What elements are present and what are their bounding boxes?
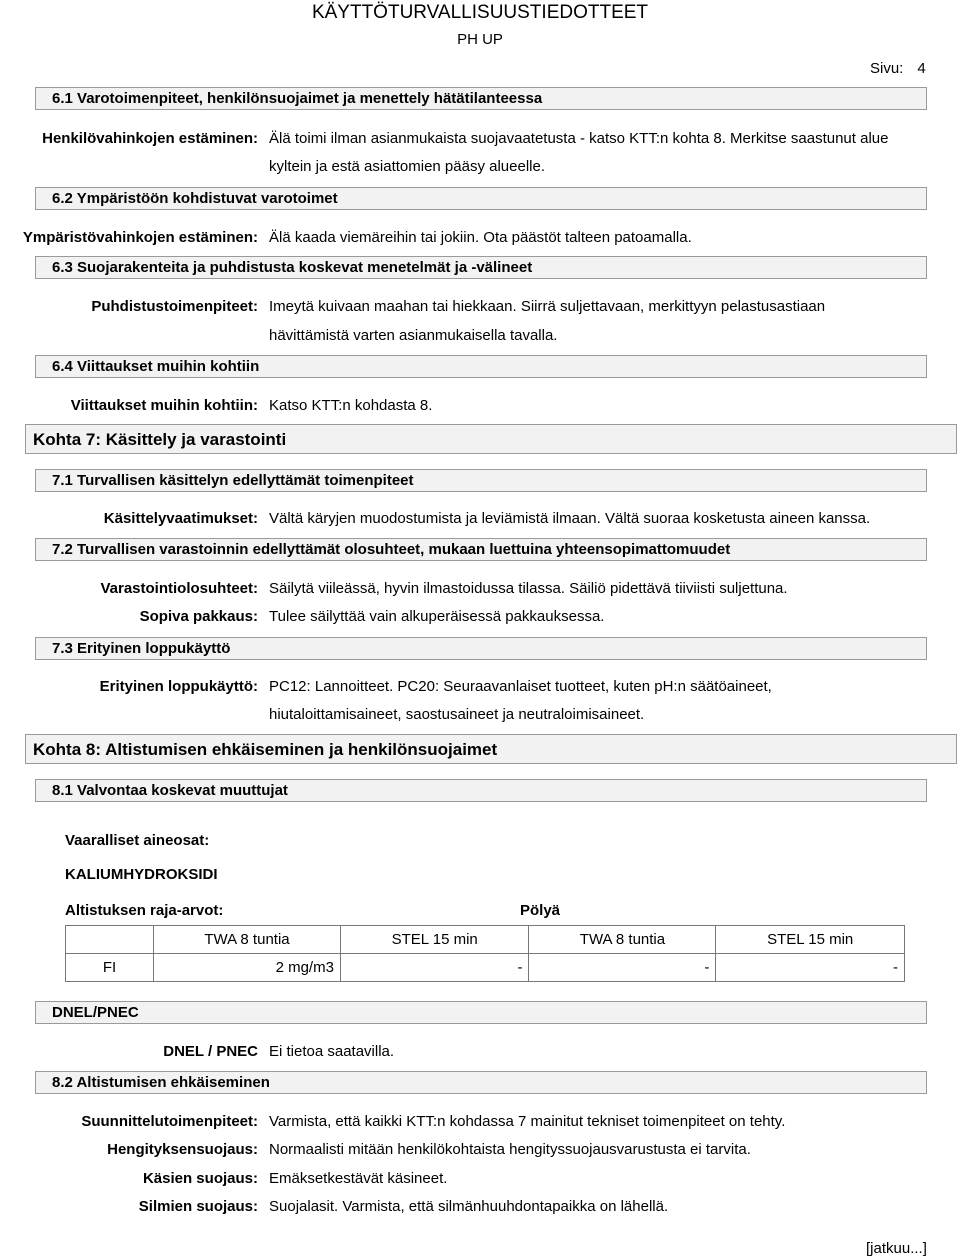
section-7-3-heading	[35, 637, 927, 660]
table-cell: TWA 8 tuntia	[154, 926, 341, 954]
section-heading-text: 6.1 Varotoimenpiteet, henkilönsuojaimet ja menettely hätätilanteessa	[52, 90, 543, 107]
section-8-1-heading	[35, 779, 927, 802]
table-cell: -	[716, 954, 905, 982]
field-label: Käsien suojaus:	[142, 1170, 258, 1187]
field-value: Vältä käryjen muodostumista ja leviämistä ilmaan. Vältä suoraa kosketusta aineen kanssa.	[269, 510, 871, 527]
document-title: KÄYTTÖTURVALLISUUSTIEDOTTEET	[311, 2, 649, 23]
field-value: Normaalisti mitään henkilökohtaista hengityssuojausvarustusta ei tarvita.	[269, 1141, 751, 1158]
page-label: Sivu:	[870, 60, 904, 77]
page-indicator	[870, 60, 926, 77]
table-row	[66, 954, 905, 982]
exposure-limits-table	[65, 925, 905, 982]
table-cell: FI	[66, 954, 154, 982]
chapter-7-heading	[25, 424, 957, 454]
field-label: Erityinen loppukäyttö:	[99, 678, 258, 695]
section-6-2-heading	[35, 187, 927, 210]
field-label: Varastointiolosuhteet:	[100, 580, 258, 597]
page-number: 4	[917, 60, 926, 77]
field-value: PC12: Lannoitteet. PC20: Seuraavanlaiset tuotteet, kuten pH:n säätöaineet,	[269, 678, 772, 695]
section-6-4-heading	[35, 355, 927, 378]
field-value: Varmista, että kaikki KTT:n kohdassa 7 mainitut tekniset toimenpiteet on tehty.	[269, 1113, 786, 1130]
continued-marker: [jatkuu...]	[866, 1240, 927, 1257]
dnel-pnec-heading	[35, 1001, 927, 1024]
table-cell	[66, 926, 154, 954]
field-label: Suunnittelutoimenpiteet:	[81, 1113, 258, 1130]
table-header-row	[66, 926, 905, 954]
section-heading-text: 8.1 Valvontaa koskevat muuttujat	[52, 782, 288, 799]
field-value: Suojalasit. Varmista, että silmänhuuhdontapaikka on lähellä.	[269, 1198, 669, 1215]
section-6-1-heading	[35, 87, 927, 110]
table-cell: -	[529, 954, 716, 982]
table-cell: TWA 8 tuntia	[529, 926, 716, 954]
field-value: Tulee säilyttää vain alkuperäisessä pakkauksessa.	[269, 608, 605, 625]
section-heading-text: 6.3 Suojarakenteita ja puhdistusta koskevat menetelmät ja -välineet	[52, 259, 533, 276]
table-cell: 2 mg/m3	[154, 954, 341, 982]
section-heading-text: 7.3 Erityinen loppukäyttö	[52, 640, 231, 657]
table-cell: STEL 15 min	[340, 926, 529, 954]
field-value: Älä kaada viemäreihin tai jokiin. Ota päästöt talteen patoamalla.	[269, 229, 692, 246]
table-cell: -	[340, 954, 529, 982]
field-label: Sopiva pakkaus:	[139, 608, 258, 625]
section-6-3-heading	[35, 256, 927, 279]
section-7-1-heading	[35, 469, 927, 492]
field-value: hiutaloittamisaineet, saostusaineet ja neutraloimisaineet.	[269, 706, 645, 723]
section-heading-text: DNEL/PNEC	[52, 1004, 139, 1021]
field-value: Älä toimi ilman asianmukaista suojavaatetusta - katso KTT:n kohta 8. Merkitse saastunut alue	[269, 130, 889, 147]
field-label: Silmien suojaus:	[138, 1198, 258, 1215]
hazardous-components-label: Vaaralliset aineosat:	[65, 832, 210, 849]
field-label: DNEL / PNEC	[163, 1043, 258, 1060]
field-value: Imeytä kuivaan maahan tai hiekkaan. Siirrä suljettavaan, merkittyyn pelastusastiaan	[269, 298, 826, 315]
field-value: Säilytä viileässä, hyvin ilmastoidussa tilassa. Säiliö pidettävä tiiviisti suljettuna.	[269, 580, 788, 597]
field-value: kyltein ja estä asiattomien pääsy alueelle.	[269, 158, 545, 175]
exposure-limits-label: Altistuksen raja-arvot:	[65, 902, 224, 919]
field-label: Henkilövahinkojen estäminen:	[42, 130, 258, 147]
section-heading-text: 7.2 Turvallisen varastoinnin edellyttämät olosuhteet, mukaan luettuina yhteensopimattomuudet	[52, 541, 731, 558]
field-value: Katso KTT:n kohdasta 8.	[269, 397, 433, 414]
section-8-2-heading	[35, 1071, 927, 1094]
field-label: Käsittelyvaatimukset:	[103, 510, 258, 527]
section-heading-text: 8.2 Altistumisen ehkäiseminen	[52, 1074, 270, 1091]
field-label: Viittaukset muihin kohtiin:	[70, 397, 258, 414]
field-label: Puhdistustoimenpiteet:	[91, 298, 258, 315]
field-value: Emäksetkestävät käsineet.	[269, 1170, 448, 1187]
chapter-8-heading	[25, 734, 957, 764]
field-label: Hengityksensuojaus:	[107, 1141, 258, 1158]
substance-name: KALIUMHYDROKSIDI	[65, 866, 218, 883]
table-cell: STEL 15 min	[716, 926, 905, 954]
field-value: Ei tietoa saatavilla.	[269, 1043, 395, 1060]
section-heading-text: 6.2 Ympäristöön kohdistuvat varotoimet	[52, 190, 338, 207]
chapter-heading-text: Kohta 8: Altistumisen ehkäiseminen ja henkilönsuojaimet	[33, 740, 498, 759]
section-heading-text: 7.1 Turvallisen käsittelyn edellyttämät toimenpiteet	[52, 472, 414, 489]
chapter-heading-text: Kohta 7: Käsittely ja varastointi	[33, 430, 287, 449]
field-value: hävittämistä varten asianmukaisella tavalla.	[269, 327, 558, 344]
field-label: Ympäristövahinkojen estäminen:	[22, 229, 258, 246]
dust-label: Pölyä	[520, 902, 561, 919]
product-name: PH UP	[457, 31, 503, 48]
section-heading-text: 6.4 Viittaukset muihin kohtiin	[52, 358, 260, 375]
section-7-2-heading	[35, 538, 927, 561]
